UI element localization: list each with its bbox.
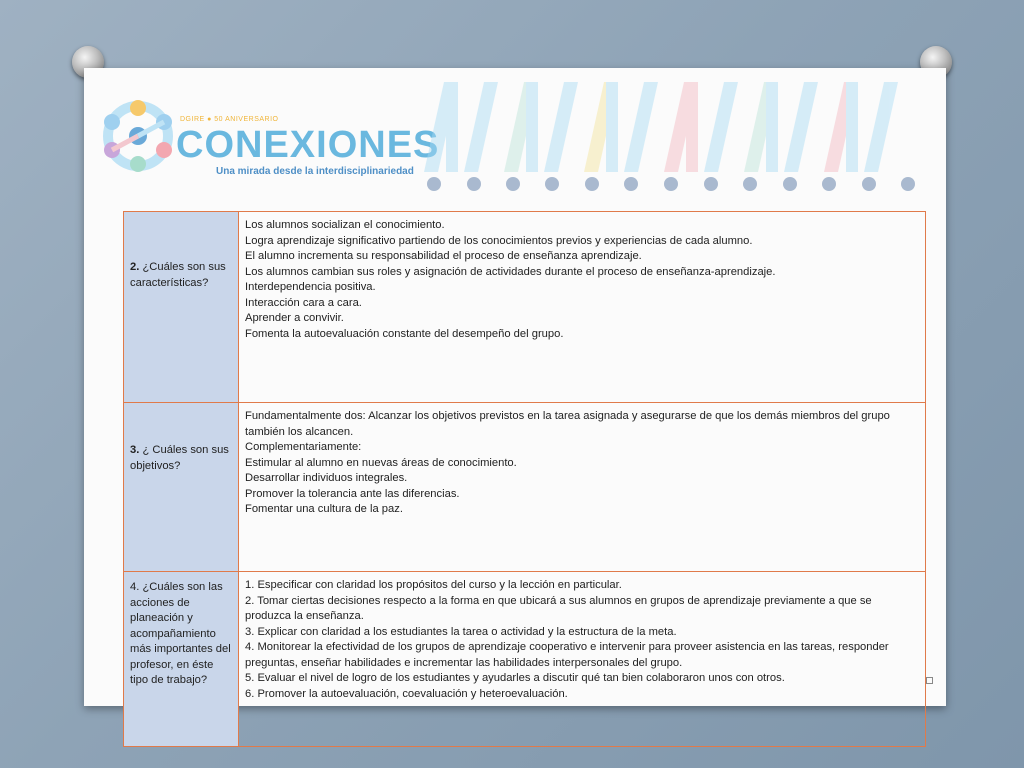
answer-line: Complementariamente:	[245, 441, 362, 453]
answer-line: Fomentar una cultura de la paz.	[245, 503, 403, 515]
header-banner	[84, 68, 946, 208]
answer-line: Desarrollar individuos integrales.	[245, 472, 408, 484]
answer-line: Los alumnos socializan el conocimiento.	[245, 219, 445, 231]
question-cell	[124, 572, 239, 747]
answer-line: 5. Evaluar el nivel de logro de los estudiantes y ayudarles a discutir qué tan bien colaboraron unos con otros.	[245, 672, 785, 684]
question-text: ¿ Cuáles son sus objetivos?	[130, 444, 229, 472]
answer-line: Promover la tolerancia ante las diferencias.	[245, 487, 460, 500]
question-number: 4.	[130, 581, 140, 593]
question-number: 3.	[130, 444, 140, 456]
table-row	[124, 572, 926, 747]
brand-title: CONEXIONES	[176, 124, 440, 166]
table-row	[124, 403, 926, 572]
answer-line: Fundamentalmente dos: Alcanzar los objetivos previstos en la tarea asignada y asegurarse de que los demás miembros del grupo también los alcancen.	[245, 410, 890, 438]
answer-line: El alumno incrementa su responsabilidad el proceso de enseñanza aprendizaje.	[245, 250, 642, 262]
answer-line: Interacción cara a cara.	[245, 296, 362, 309]
answer-line: Interdependencia positiva.	[245, 281, 376, 293]
answer-line: 3. Explicar con claridad a los estudiantes la tarea o actividad y la estructura de la meta.	[245, 625, 677, 638]
question-text: ¿Cuáles son sus características?	[130, 261, 226, 289]
answer-cell	[239, 572, 926, 747]
conexiones-logo-icon	[98, 96, 178, 176]
question-cell	[124, 403, 239, 572]
question-number: 2.	[130, 261, 140, 273]
content-table	[123, 211, 926, 747]
table-row	[124, 212, 926, 403]
brand-subtitle: Una mirada desde la interdisciplinariedad	[216, 166, 414, 177]
answer-cell	[239, 212, 926, 403]
answer-line: 2. Tomar ciertas decisiones respecto a la forma en que ubicará a sus alumnos en grupos de aprendizaje previamente a que se produzca la enseñanza.	[245, 594, 872, 622]
brand-anniversary: DGIRE ● 50 ANIVERSARIO	[180, 116, 279, 123]
answer-line: Fomenta la autoevaluación constante del desempeño del grupo.	[245, 327, 564, 340]
decorative-stripes-icon	[424, 82, 924, 197]
answer-cell	[239, 403, 926, 572]
answer-line: Aprender a convivir.	[245, 312, 344, 324]
slide-paper	[84, 68, 946, 706]
answer-line: 4. Monitorear la efectividad de los grupos de aprendizaje cooperativo e intervenir para proveer asistencia en las tareas, responder preguntas, enseñar habilidades e incrementar las habilidades interpersonales del grupo.	[245, 641, 889, 669]
answer-line: Los alumnos cambian sus roles y asignación de actividades durante el proceso de enseñanza-aprendizaje.	[245, 265, 776, 278]
question-text: ¿Cuáles son las acciones de planeación y acompañamiento más importantes del profesor, en éste tipo de trabajo?	[130, 581, 231, 686]
question-cell	[124, 212, 239, 403]
embedded-object-handle-icon	[926, 677, 933, 684]
answer-line: 6. Promover la autoevaluación, coevaluación y heteroevaluación.	[245, 687, 568, 700]
answer-line: Logra aprendizaje significativo partiendo de los conocimientos previos y experiencias de cada alumno.	[245, 234, 753, 247]
answer-line: Estimular al alumno en nuevas áreas de conocimiento.	[245, 456, 517, 469]
answer-line: 1. Especificar con claridad los propósitos del curso y la lección en particular.	[245, 579, 622, 591]
